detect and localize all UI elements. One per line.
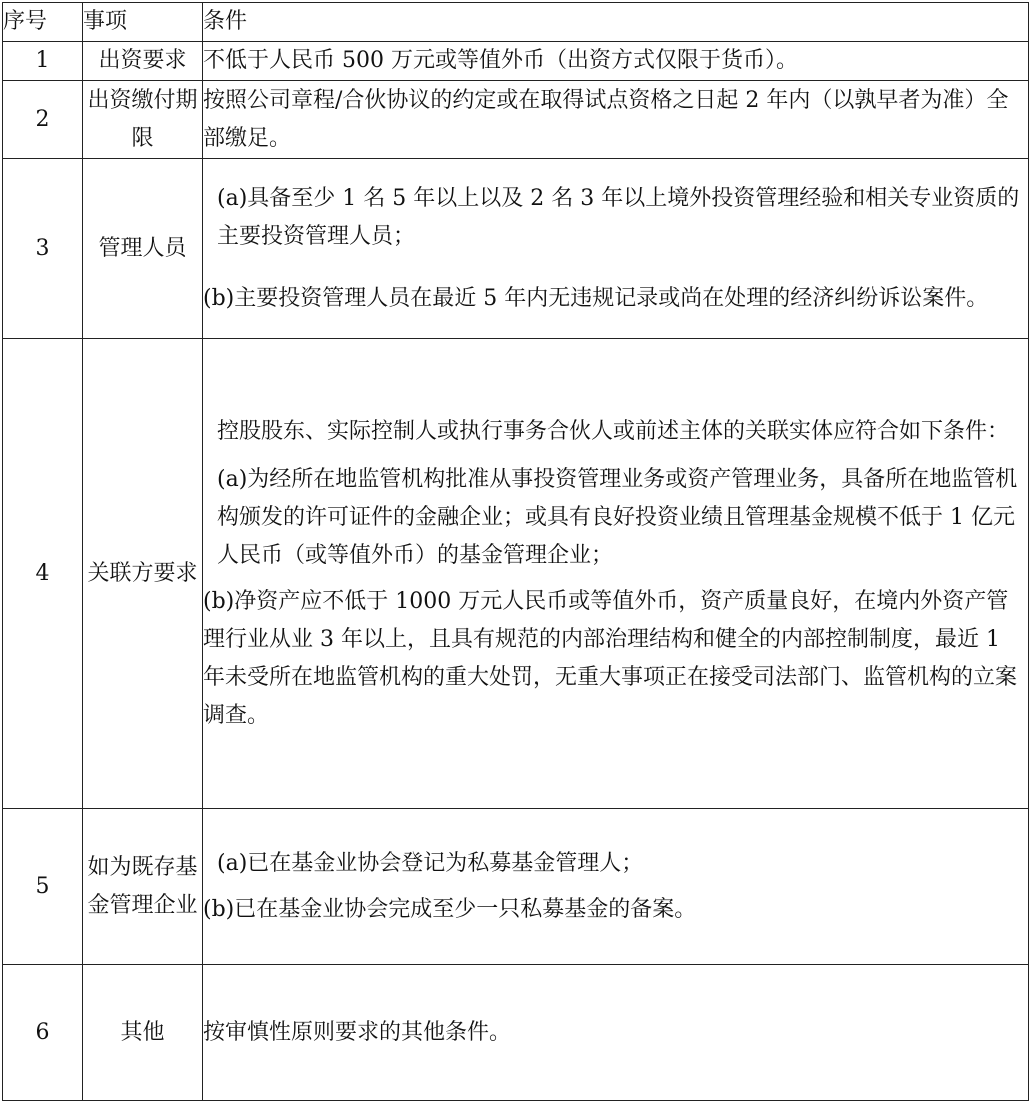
row-item: 出资缴付期限 [83, 81, 203, 159]
table-row [3, 965, 1029, 1101]
row-condition [203, 339, 1029, 809]
row-number: 6 [3, 965, 83, 1101]
table-row [3, 809, 1029, 965]
condition-paragraph: 控股股东、实际控制人或执行事务合伙人或前述主体的关联实体应符合如下条件： [217, 418, 1010, 444]
row-number: 1 [3, 42, 83, 81]
header-item: 事项 [83, 3, 203, 42]
row-number: 5 [3, 809, 83, 965]
row-item: 出资要求 [83, 42, 203, 81]
condition-paragraph: 按照公司章程/合伙协议的约定或在取得试点资格之日起 2 年内（以孰早者为准）全部缴足。 [203, 87, 1009, 151]
row-number: 3 [3, 159, 83, 339]
condition-paragraph: (a)具备至少 1 名 5 年以上以及 2 名 3 年以上境外投资管理经验和相关专业资质的主要投资管理人员； [217, 185, 1020, 249]
row-condition [203, 42, 1029, 81]
row-item: 其他 [83, 965, 203, 1101]
header-condition: 条件 [203, 3, 1029, 42]
row-condition [203, 965, 1029, 1101]
row-condition [203, 809, 1029, 965]
table-row [3, 339, 1029, 809]
row-item: 管理人员 [83, 159, 203, 339]
header-no: 序号 [3, 3, 83, 42]
table-row [3, 81, 1029, 159]
condition-paragraph: 按审慎性原则要求的其他条件。 [203, 1019, 512, 1045]
row-number: 4 [3, 339, 83, 809]
condition-paragraph: (b)净资产应不低于 1000 万元人民币或等值外币，资产质量良好，在境内外资产管理行业从业 3 年以上，且具有规范的内部治理结构和健全的内部控制制度，最近 1 年未受所在地监管机构的重大处罚，无重大事项正在接受司法部门、监管机构的立案调查。 [203, 588, 1018, 728]
table-row [3, 42, 1029, 81]
condition-paragraph: (b)主要投资管理人员在最近 5 年内无违规记录或尚在处理的经济纠纷诉讼案件。 [203, 285, 989, 311]
row-number: 2 [3, 81, 83, 159]
row-condition [203, 159, 1029, 339]
condition-paragraph: 不低于人民币 500 万元或等值外币（出资方式仅限于货币）。 [203, 48, 798, 73]
row-condition [203, 81, 1029, 159]
table-row [3, 159, 1029, 339]
row-item: 关联方要求 [83, 339, 203, 809]
table-header-row [3, 3, 1029, 42]
requirements-table [2, 2, 1029, 1101]
condition-paragraph: (b)已在基金业协会完成至少一只私募基金的备案。 [203, 896, 697, 922]
condition-paragraph: (a)为经所在地监管机构批准从事投资管理业务或资产管理业务，具备所在地监管机构颁发的许可证件的金融企业；或具有良好投资业绩且管理基金规模不低于 1 亿元人民币（或等值外币）的基金管理企业； [217, 466, 1018, 568]
row-item: 如为既存基金管理企业 [83, 809, 203, 965]
condition-paragraph: (a)已在基金业协会登记为私募基金管理人； [217, 850, 644, 876]
